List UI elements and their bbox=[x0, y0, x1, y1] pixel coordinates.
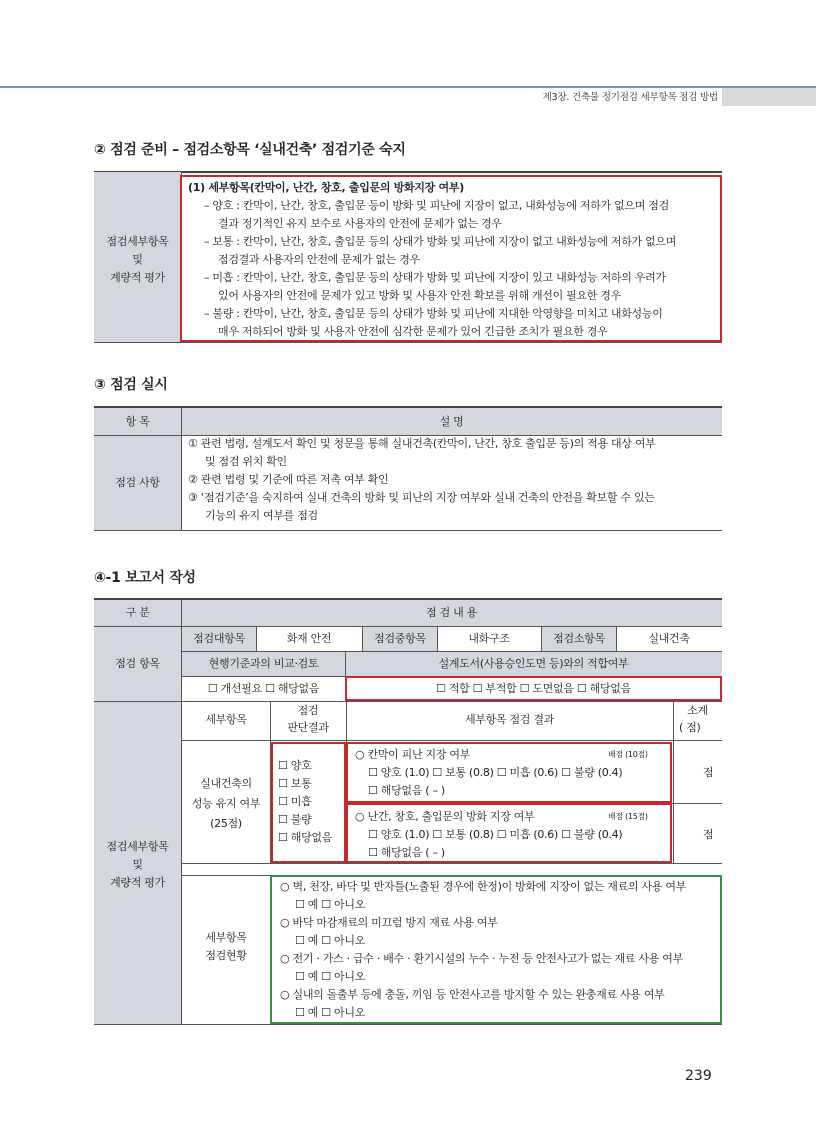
design-options-highlight bbox=[345, 676, 722, 701]
section4-title: ④-1 보고서 작성 bbox=[94, 570, 196, 586]
page-number: 239 bbox=[685, 1068, 712, 1084]
section2-line: – 미흡 : 칸막이, 난간, 창호, 출입문 등의 상태가 방화 및 피난에 지장이 있고 내화성능 저하의 우려가 bbox=[204, 271, 666, 284]
status-answer[interactable]: ☐ 예 ☐ 아니오 bbox=[295, 970, 366, 983]
cell-divider bbox=[673, 702, 674, 863]
section3-bottom-rule bbox=[94, 530, 722, 531]
result1-unit: 점 bbox=[703, 766, 714, 779]
section4-bottom-rule bbox=[94, 1024, 722, 1025]
judge-header-line2: 판단결과 bbox=[287, 721, 329, 734]
result1-options[interactable]: ☐ 양호 (1.0) ☐ 보통 (0.8) ☐ 미흡 (0.6) ☐ 불량 (0.4) bbox=[368, 766, 623, 779]
row-rule bbox=[181, 863, 722, 864]
judge-option[interactable]: ☐ 불량 bbox=[278, 813, 312, 826]
status-answer[interactable]: ☐ 예 ☐ 아니오 bbox=[295, 934, 366, 947]
section3-title: ③ 점검 실시 bbox=[94, 377, 168, 393]
section2-title: ② 점검 준비 – 점검소항목 ‘실내건축’ 점검기준 숙지 bbox=[94, 142, 406, 158]
section3-col2-header: 설 명 bbox=[439, 415, 464, 428]
sub-item-header: 세부항목 bbox=[205, 713, 247, 726]
row-rule bbox=[181, 740, 722, 741]
status-line: ○ 실내의 돌출부 등에 충돌, 끼임 등 안전사고를 방지할 수 있는 완충재료 사용 여부 bbox=[280, 988, 665, 1001]
judge-option[interactable]: ☐ 양호 bbox=[278, 759, 312, 772]
section2-label-line3: 계량적 평가 bbox=[110, 271, 165, 284]
section3-line: 및 점검 위치 확인 bbox=[205, 455, 287, 468]
compare-label: 현행기준과의 비교·검토 bbox=[208, 657, 319, 670]
status-line: ○ 바닥 마감재료의 미끄럼 방지 재료 사용 여부 bbox=[280, 916, 498, 929]
section4-col2-header: 점 검 내 용 bbox=[426, 606, 477, 619]
total-header-line1: 소계 bbox=[687, 704, 708, 717]
section2-label-line2: 및 bbox=[132, 253, 143, 266]
status-line: ○ 벽, 천장, 바닥 및 반자틀(노출된 경우에 한정)이 방화에 지장이 없는 재료의 사용 여부 bbox=[280, 880, 686, 893]
design-options[interactable]: ☐ 적합 ☐ 부적합 ☐ 도면없음 ☐ 해당없음 bbox=[436, 682, 631, 695]
status-answer[interactable]: ☐ 예 ☐ 아니오 bbox=[295, 1006, 366, 1019]
section2-label-line1: 점검세부항목 bbox=[106, 235, 169, 248]
section4-row2-label-line1: 점검세부항목 bbox=[106, 840, 169, 853]
section3-line: ③ ‘점검기준’을 숙지하여 실내 건축의 방화 및 피난의 지장 여부와 실내 건축의 안전을 확보할 수 있는 bbox=[188, 491, 655, 504]
section3-divider bbox=[181, 408, 182, 530]
section2-line: 점검결과 사용자의 안전에 문제가 없는 경우 bbox=[218, 253, 420, 266]
section3-line: ② 관련 법령 및 기준에 따른 저촉 여부 확인 bbox=[188, 473, 389, 486]
judge-option[interactable]: ☐ 보통 bbox=[278, 777, 312, 790]
result2-title: ○ 난간, 창호, 출입문의 방화 지장 여부 bbox=[355, 810, 535, 823]
section2-line: 결과 정기적인 유지 보수로 사용자의 안전에 문제가 없는 경우 bbox=[218, 217, 502, 230]
chapter-tab bbox=[722, 88, 816, 106]
section2-bottom-rule bbox=[94, 342, 722, 343]
section2-line: 매우 저하되어 방화 및 사용자 안전에 심각한 문제가 있어 긴급한 조치가 필요한 경우 bbox=[218, 325, 608, 338]
status-label-line2: 점검현황 bbox=[205, 949, 247, 962]
compare-options[interactable]: ☐ 개선필요 ☐ 해당없음 bbox=[207, 682, 320, 695]
section2-top-rule bbox=[94, 171, 722, 173]
chapter-title: 제3장. 건축물 정기점검 세부항목 점검 방법 bbox=[542, 92, 718, 103]
row-rule bbox=[94, 701, 722, 702]
section4-col1-header: 구 분 bbox=[125, 606, 150, 619]
mid-value: 내화구조 bbox=[468, 632, 510, 645]
design-label: 설계도서(사용승인도면 등)와의 적합여부 bbox=[438, 657, 629, 670]
section3-row-label: 점검 사항 bbox=[115, 476, 160, 489]
section2-item-title: (1) 세부항목(칸막이, 난간, 창호, 출입문의 방화지장 여부) bbox=[188, 181, 464, 194]
judge-header-line1: 점검 bbox=[297, 704, 319, 717]
minor-label: 점검소항목 bbox=[553, 632, 605, 645]
judge-option[interactable]: ☐ 미흡 bbox=[278, 795, 312, 808]
section4-row2-label-line2: 및 bbox=[132, 858, 143, 871]
sub-item-line3: (25점) bbox=[210, 817, 242, 830]
total-header-line2: ( 점) bbox=[679, 721, 701, 734]
result1-na[interactable]: ☐ 해당없음 ( – ) bbox=[368, 784, 445, 797]
result2-unit: 점 bbox=[703, 828, 714, 841]
result1-points: 배점 (10점) bbox=[608, 750, 648, 759]
sub-item-line2: 성능 유지 여부 bbox=[191, 797, 261, 810]
section4-row2-label-line3: 계량적 평가 bbox=[110, 876, 165, 889]
major-value: 화재 안전 bbox=[286, 632, 332, 645]
result2-na[interactable]: ☐ 해당없음 ( – ) bbox=[368, 846, 445, 859]
section2-line: 있어 사용자의 안전에 문제가 있고 방화 및 사용자 안전 확보를 위해 개선이 필요한 경우 bbox=[218, 289, 621, 302]
minor-value: 실내건축 bbox=[648, 632, 690, 645]
result1-title: ○ 칸막이 피난 지장 여부 bbox=[355, 748, 471, 761]
section4-row1-label: 점검 항목 bbox=[115, 657, 160, 670]
section2-line: – 보통 : 칸막이, 난간, 창호, 출입문 등의 상태가 방화 및 피난에 지장이 없고 내화성능에 저하가 없으며 bbox=[204, 235, 677, 248]
sub-item-line1: 실내건축의 bbox=[200, 777, 252, 790]
mid-label: 점검중항목 bbox=[374, 632, 426, 645]
result2-points: 배점 (15점) bbox=[608, 812, 648, 821]
judge-option[interactable]: ☐ 해당없음 bbox=[278, 831, 333, 844]
major-label: 점검대항목 bbox=[193, 632, 245, 645]
section3-line: ① 관련 법령, 설계도서 확인 및 청문을 통해 실내건축(칸막이, 난간, 창호 출입문 등)의 적용 대상 여부 bbox=[188, 437, 656, 450]
status-label-line1: 세부항목 bbox=[205, 931, 247, 944]
section3-col1-header: 항 목 bbox=[125, 415, 150, 428]
section2-line: – 불량 : 칸막이, 난간, 창호, 출입문 등의 상태가 방화 및 피난에 지대한 악영향을 미치고 내화성능이 bbox=[204, 307, 663, 320]
status-answer[interactable]: ☐ 예 ☐ 아니오 bbox=[295, 898, 366, 911]
section3-line: 기능의 유지 여부를 점검 bbox=[205, 509, 318, 522]
status-line: ○ 전기 · 가스 · 급수 · 배수 · 환기시설의 누수 · 누전 등 안전사고가 없는 재료 사용 여부 bbox=[280, 952, 683, 965]
result2-options[interactable]: ☐ 양호 (1.0) ☐ 보통 (0.8) ☐ 미흡 (0.6) ☐ 불량 (0.4) bbox=[368, 828, 623, 841]
result-header: 세부항목 점검 결과 bbox=[464, 713, 554, 726]
section2-line: – 양호 : 칸막이, 난간, 창호, 출입문 등이 방화 및 피난에 지장이 없고, 내화성능에 저하가 없으며 점검 bbox=[204, 199, 669, 212]
